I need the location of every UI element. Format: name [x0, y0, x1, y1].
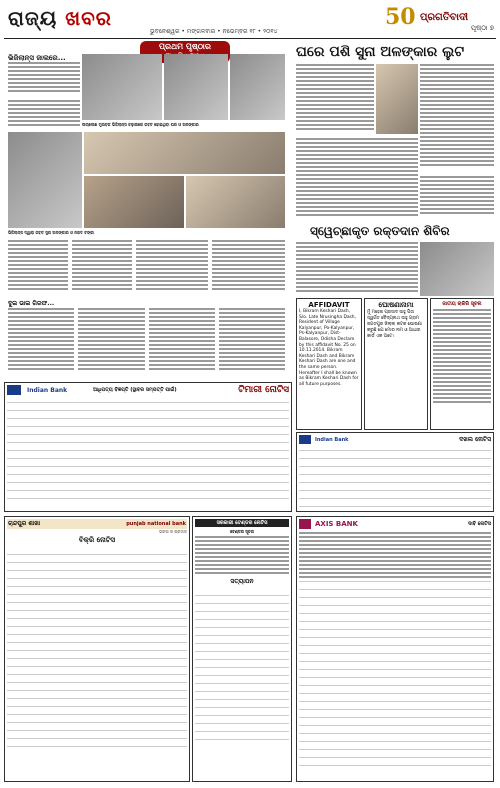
indian-bank-logo-icon	[7, 385, 21, 395]
possession-notice-title: ଦଖଲ ନୋଟିସ	[459, 435, 491, 443]
cash-photo	[84, 176, 184, 228]
indian-bank-name-2: Indian Bank	[315, 436, 349, 443]
axis-bank-notice	[296, 516, 494, 782]
info-title: ସତ୍ୟାପନ	[230, 578, 254, 585]
axis-table	[299, 581, 491, 766]
loot-text-4	[420, 176, 494, 220]
jewellery-photo	[84, 132, 285, 174]
axis-bank-name: AXIS BANK	[315, 520, 358, 528]
pnb-tagline: ଭରସା ର ପ୍ରତୀକ	[159, 529, 187, 534]
page-number: ପୃଷ୍ଠା ୭	[470, 24, 494, 32]
left-text-block-2	[8, 100, 80, 130]
section-title-b: ଖବର	[65, 6, 112, 30]
house-photo-2	[164, 54, 228, 120]
building-photo	[8, 132, 82, 228]
indian-bank-logo-icon-2	[299, 435, 311, 444]
loot-text-1	[296, 64, 374, 134]
text-col-2	[72, 240, 132, 296]
dateline: ଭୁବନେଶ୍ୱର • ମଙ୍ଗଳବାର • ନଭେମ୍ବର ୧୮ • ୨୦୧୪	[150, 28, 278, 35]
possession-table	[299, 447, 491, 507]
arrest-kicker: ଦୁଇ ଭାଇ ଗିରଫ...	[8, 300, 55, 307]
header-rule	[4, 38, 496, 39]
left-text-block	[8, 62, 80, 96]
announcement-text: ମୁଁ ମହେଶ ପ୍ରସାଦ ସାହୁ ପିତା ସ୍ୱର୍ଗତ ବୈଦ୍ୟନାଥ ସାହୁ ଗ୍ରାମ ଜଗତପୁର ଜିଲ୍ଲା କଟକ ଘୋଷଣା କରୁଛି ଯେ ମୋର ନାମ ଓ ଆଧାର କାର୍ଡ ଏକ ଅଟେ।	[367, 310, 422, 339]
arrest-text	[8, 308, 285, 378]
loot-photo	[376, 64, 418, 134]
pnb-notice	[4, 516, 190, 782]
text-col-4	[212, 240, 285, 296]
bottom-caption: ଭିଜିଲାନ୍ସ ଦ୍ୱାରା ଜବତ ସୁନା ଅଳଙ୍କାର ଓ ନଗଦ ଟଙ୍କା	[8, 230, 95, 235]
indian-bank-notice-left	[4, 382, 292, 512]
announcement-title: ଘୋଷଣାନାମା	[378, 301, 414, 309]
sale-notice-title: ବିକ୍ରି ନୋଟିସ	[78, 536, 116, 544]
loot-text-3	[296, 138, 418, 220]
section-title	[8, 6, 112, 30]
loot-text-2	[420, 64, 494, 174]
demand-notice-title: ଦାବି ନୋଟିସ	[468, 521, 491, 527]
gold-photo	[186, 176, 285, 228]
job-ad-title: ଜାତୀୟ ଚାକିରି ସୂଚନା	[442, 301, 482, 307]
axis-logo-icon	[299, 519, 311, 529]
house-photo-3	[230, 54, 285, 120]
blood-camp-photo	[420, 242, 494, 296]
affidavit-box	[296, 298, 362, 430]
affidavit-text: I, Bikram Keshari Dash, S/o. Late Nrusingha Dash, Resident of Village Kalyanpur, Po-Kalyanpur, Ps-Kalyanpur, Dist-Balasore, Odisha Declare by this affidavit No. 25 on 10.11.2014. Bikram Keshari Dash and Bikram Keshari Dash are one and the same person. Hereafter I shall be known as Bikram Keshari Dash for all future purposes.	[299, 309, 359, 387]
text-col-1	[8, 240, 68, 296]
job-ad-box	[430, 298, 494, 430]
continued-banner: ପ୍ରଥମ ପୃଷ୍ଠାର	[140, 41, 230, 63]
pnb-name: punjab national bank	[126, 521, 186, 527]
bank-notice-title: ଆଧିପତ୍ୟ ବିଜ୍ଞପ୍ତି (ସ୍ଥାବର ସମ୍ପତ୍ତି ପାଇଁ)	[93, 387, 177, 393]
affidavit-title: AFFIDAVIT	[308, 301, 350, 309]
loot-headline: ଘରେ ପଶି ସୁନା ଅଳଙ୍କାର ଲୁଟ	[296, 44, 465, 60]
vigilance-kicker: ଭିଜିଲାନ୍ସ ଜାଲରେ...	[8, 54, 66, 62]
pnb-table	[7, 547, 187, 747]
blood-text	[296, 242, 418, 296]
vacancy-title: ସରକାରୀ ଟେଣ୍ଡର ନୋଟିସ	[195, 519, 289, 527]
blood-camp-headline: ସ୍ୱେଚ୍ଛାକୃତ ରକ୍ତଦାନ ଶିବିର	[310, 224, 450, 238]
tender-notice	[192, 516, 292, 782]
photo-caption: ଉଲ୍ଲେଖ ମୁତାବକ ଭିଜିଲାନ୍ସ ଚଢ଼ାଉରେ ଜବତ ହୋଇଥିବା ଘର ଓ ଅଳଙ୍କାର	[82, 122, 199, 127]
announcement-box	[364, 298, 428, 430]
bank-notice-table	[7, 399, 289, 499]
tender-table	[195, 590, 289, 740]
masthead-name: ପ୍ରଗତିବାଦୀ	[420, 12, 469, 23]
anniversary-logo: 50	[385, 4, 416, 30]
indian-bank-name: Indian Bank	[27, 386, 68, 394]
section-title-a: ରାଜ୍ୟ	[8, 6, 58, 30]
indian-bank-notice-right	[296, 432, 494, 512]
vacancy-sub: ଟେଣ୍ଡର ସୂଚନା	[230, 529, 254, 534]
tender-title: ଟିମାରୀ ନୋଟିସ	[238, 385, 289, 395]
house-photo-1	[82, 54, 162, 120]
pnb-branch: ଚାନ୍ଦପୁର ଶାଖା	[8, 520, 41, 527]
text-col-3	[136, 240, 208, 296]
